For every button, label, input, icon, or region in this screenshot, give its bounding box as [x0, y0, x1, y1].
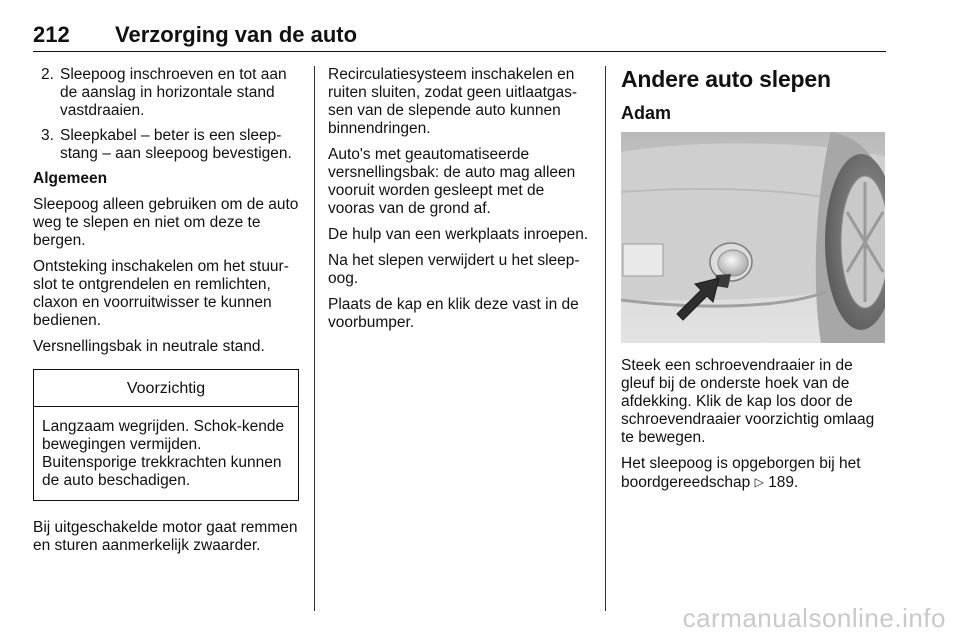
paragraph-with-reference — [621, 455, 887, 492]
running-title: Verzorging van de auto — [115, 22, 358, 47]
section-heading-algemeen: Algemeen — [33, 170, 108, 187]
step-item — [33, 127, 299, 163]
reference-page: 189. — [768, 474, 799, 491]
paragraph: De hulp van een werkplaats inroepen. — [328, 226, 589, 243]
step-number: 3. — [41, 127, 54, 144]
paragraph: Sleepoog alleen gebruiken om de auto weg te slepen en niet om deze te bergen. — [33, 196, 299, 249]
caution-title: Voorzichtig — [34, 370, 298, 407]
column-divider-2 — [605, 66, 606, 611]
column-2 — [328, 66, 591, 340]
column-3 — [621, 66, 887, 500]
column-divider-1 — [314, 66, 315, 611]
page-number: 212 — [33, 22, 70, 47]
step-number: 2. — [41, 66, 54, 83]
subsection-heading: Adam — [621, 103, 672, 123]
column-1 — [33, 66, 299, 563]
paragraph: Bij uitgeschakelde motor gaat remmen en sturen aanmerkelijk zwaarder. — [33, 519, 298, 554]
reference-text: Het sleepoog is opgeborgen bij het boordgereedschap — [621, 455, 861, 491]
paragraph: Ontsteking inschakelen om het stuur-slot te ontgrendelen en remlichten, claxon en voorruitwisser te kunnen bedienen. — [33, 258, 289, 329]
page-header — [33, 22, 885, 52]
paragraph: Recirculatiesysteem inschakelen en ruiten sluiten, zodat geen uitlaatgas-sen van de slepende auto kunnen binnendringen. — [328, 66, 578, 137]
watermark: carmanualsonline.info — [682, 603, 946, 633]
paragraph: Auto's met geautomatiseerde versnellingsbak: de auto mag alleen vooruit worden gesleept met de vooras van de grond af. — [328, 146, 576, 217]
step-text: Sleepkabel – beter is een sleep-stang – aan sleepoog bevestigen. — [60, 127, 292, 162]
step-text: Sleepoog inschroeven en tot aan de aanslag in horizontale stand vastdraaien. — [60, 66, 287, 119]
paragraph: Na het slepen verwijdert u het sleep-oog. — [328, 252, 580, 287]
paragraph: Plaats de kap en klik deze vast in de voorbumper. — [328, 296, 579, 331]
caution-body: Langzaam wegrijden. Schok-kende bewegingen vermijden. Buitensporige trekkrachten kunnen de auto beschadigen. — [42, 418, 285, 489]
paragraph: Steek een schroevendraaier in de gleuf bij de onderste hoek van de afdekking. Klik de kap los door de schroevendraaier voorzichtig omlaag te bewegen. — [621, 357, 875, 446]
page-reference-icon: ▷ — [754, 475, 764, 489]
header-rule — [33, 51, 886, 52]
section-heading: Andere auto slepen — [621, 66, 831, 92]
caution-box — [33, 369, 299, 501]
paragraph: Versnellingsbak in neutrale stand. — [33, 338, 265, 355]
tow-eye-cover-illustration — [621, 132, 885, 343]
step-list — [33, 66, 299, 163]
step-item — [33, 66, 299, 120]
